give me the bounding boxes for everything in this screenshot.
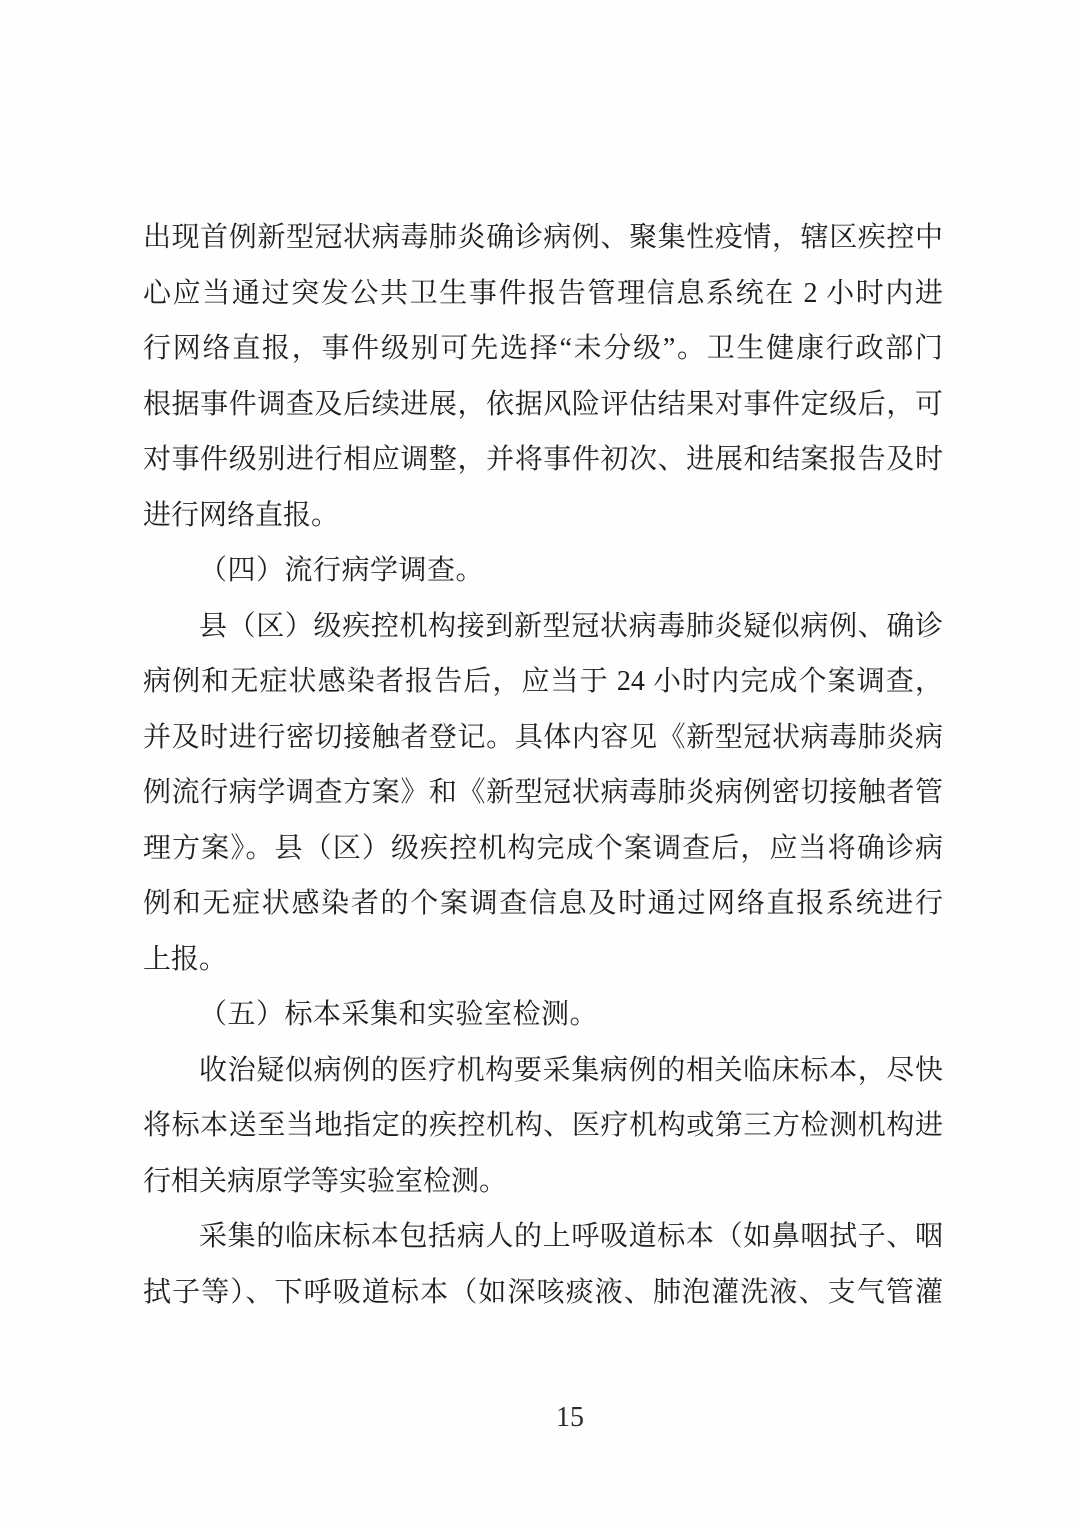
text-line: 例和无症状感染者的个案调查信息及时通过网络直报系统进行 (143, 888, 943, 919)
section-heading-epidemiological-investigation: （四）流行病学调查。 (199, 555, 485, 586)
text-line: 根据事件调查及后续进展，依据风险评估结果对事件定级后，可 (143, 388, 943, 420)
text-line: 进行网络直报。 (143, 499, 340, 531)
text-line: 拭子等）、下呼吸道标本（如深咳痰液、肺泡灌洗液、支气管灌 (143, 1276, 943, 1308)
text-line: 例流行病学调查方案》和《新型冠状病毒肺炎病例密切接触者管 (143, 777, 943, 808)
text-line: 并及时进行密切接触者登记。具体内容见《新型冠状病毒肺炎病 (143, 721, 943, 753)
text-line: 对事件级别进行相应调整，并将事件初次、进展和结案报告及时 (143, 444, 943, 475)
text-line: 收治疑似病例的医疗机构要采集病例的相关临床标本，尽快 (199, 1054, 943, 1086)
document-body (143, 210, 943, 1320)
section-heading-specimen-collection: （五）标本采集和实验室检测。 (199, 999, 599, 1030)
text-line: 采集的临床标本包括病人的上呼吸道标本（如鼻咽拭子、咽 (199, 1221, 943, 1252)
text-line: 病例和无症状感染者报告后，应当于 24 小时内完成个案调查， (143, 666, 943, 697)
text-line: 上报。 (143, 943, 228, 975)
text-line: 出现首例新型冠状病毒肺炎确诊病例、聚集性疫情，辖区疾控中 (143, 222, 943, 253)
text-line: 将标本送至当地指定的疾控机构、医疗机构或第三方检测机构进 (143, 1110, 943, 1141)
text-line: 理方案》。县（区）级疾控机构完成个案调查后，应当将确诊病 (143, 832, 943, 864)
text-line: 行相关病原学等实验室检测。 (143, 1165, 508, 1197)
text-line: 行网络直报，事件级别可先选择“未分级”。卫生健康行政部门 (143, 333, 943, 364)
page-number: 15 (556, 1402, 584, 1433)
text-line: 县（区）级疾控机构接到新型冠状病毒肺炎疑似病例、确诊 (199, 610, 943, 642)
text-line: 心应当通过突发公共卫生事件报告管理信息系统在 2 小时内进 (143, 277, 943, 309)
